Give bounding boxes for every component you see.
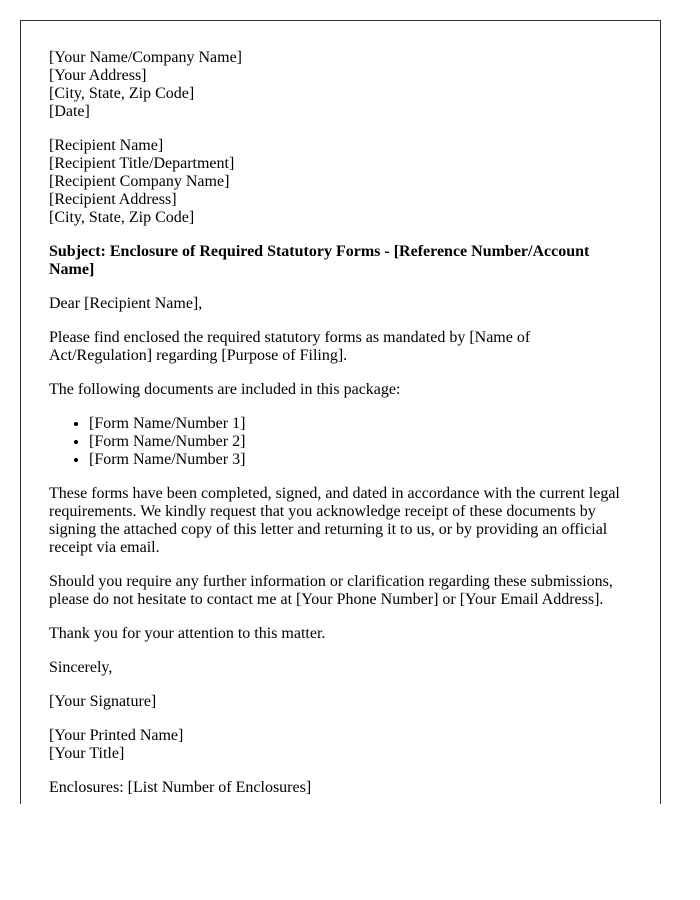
sender-address: [Your Address] <box>49 67 147 84</box>
enclosures-line: Enclosures: [List Number of Enclosures] <box>49 779 312 796</box>
list-item: • [Form Name/Number 3] <box>89 451 632 469</box>
recipient-city: [City, State, Zip Code] <box>49 209 195 226</box>
signer-title: [Your Title] <box>49 745 125 762</box>
recipient-name: [Recipient Name] <box>49 137 164 154</box>
thanks-paragraph: Thank you for your attention to this matter. <box>49 625 326 642</box>
letter-page <box>20 20 661 804</box>
recipient-block <box>49 137 632 227</box>
subject-line: Subject: Enclosure of Required Statutory Forms - [Reference Number/Account Name] <box>49 243 590 278</box>
completion-paragraph: These forms have been completed, signed, and dated in accordance with the current legal requirements. We kindly request that you acknowledge receipt of these documents by signing the attached copy of this letter and returning it to us, or by providing an official receipt via email. <box>49 485 620 556</box>
signature: [Your Signature] <box>49 693 157 710</box>
list-item: • [Form Name/Number 1] <box>89 415 632 433</box>
signer-block <box>49 727 632 763</box>
sender-block <box>49 49 632 121</box>
salutation: Dear [Recipient Name], <box>49 295 203 312</box>
contact-paragraph: Should you require any further information or clarification regarding these submissions, please do not hesitate to contact me at [Your Phone Number] or [Your Email Address]. <box>49 573 613 608</box>
forms-list <box>49 415 632 469</box>
recipient-address: [Recipient Address] <box>49 191 177 208</box>
intro-paragraph: Please find enclosed the required statutory forms as mandated by [Name of Act/Regulation] regarding [Purpose of Filing]. <box>49 329 531 364</box>
letter-date: [Date] <box>49 103 90 120</box>
printed-name: [Your Printed Name] <box>49 727 184 744</box>
sender-city: [City, State, Zip Code] <box>49 85 195 102</box>
list-intro: The following documents are included in this package: <box>49 381 401 398</box>
recipient-company: [Recipient Company Name] <box>49 173 230 190</box>
recipient-title: [Recipient Title/Department] <box>49 155 235 172</box>
sender-name: [Your Name/Company Name] <box>49 49 243 66</box>
closing: Sincerely, <box>49 659 113 676</box>
list-item: • [Form Name/Number 2] <box>89 433 632 451</box>
